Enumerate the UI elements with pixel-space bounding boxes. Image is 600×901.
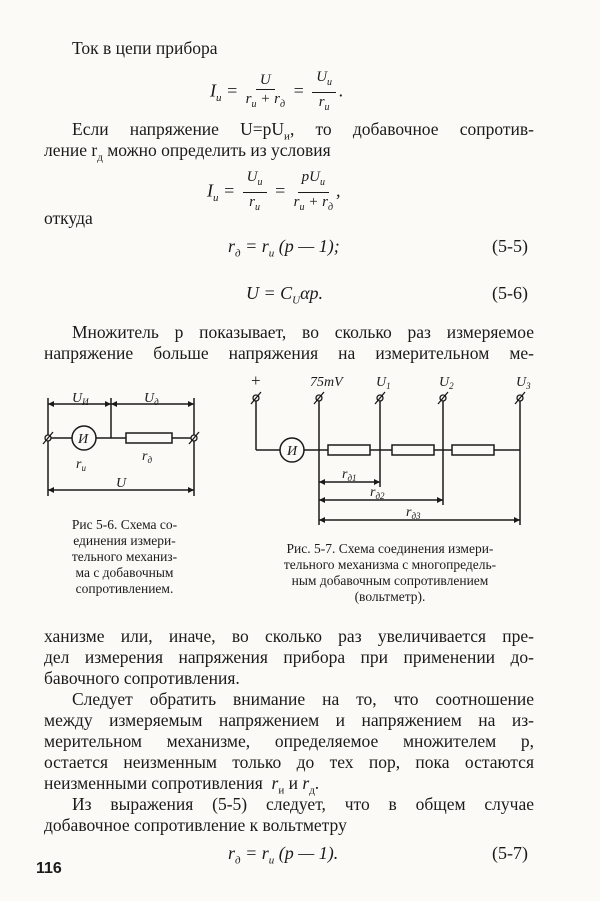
page-number: 116 <box>36 860 62 877</box>
paragraph-if-voltage-line1: Если напряжение $U=pU_и$, то добавочное сопротив- <box>72 119 534 143</box>
fig2-resistor-3 <box>452 445 494 455</box>
figure-5-7-circuit <box>240 370 550 530</box>
fig2-label-r3: $r_{д3}$ <box>406 505 421 521</box>
equation-number-5-7: (5-7) <box>492 843 528 863</box>
paragraph-mechanism-line3: бавочного сопротивления. <box>44 668 240 688</box>
fig1-meter-label: И <box>78 432 89 447</box>
equation-5-6: $U = C_U\alpha p$. <box>246 283 324 307</box>
fig2-resistor-1 <box>328 445 370 455</box>
paragraph-note-line2: между измеряемым напряжением и напряжением на из- <box>44 710 534 730</box>
fig2-label-u3: $U_3$ <box>516 375 531 391</box>
figure-5-6-caption: Рис 5-6. Схема со- единения измери- тельного механиз- ма с добавочным сопротивлением. <box>71 517 178 596</box>
paragraph-multiplier-line1: Множитель p показывает, во сколько раз измеряемое <box>72 322 534 342</box>
paragraph-expression-line1: Из выражения (5-5) следует, что в общем случае <box>72 794 534 814</box>
paragraph-mechanism-line2: дел измерения напряжения прибора при применении до- <box>44 647 534 667</box>
fig2-label-plus: + <box>251 371 261 390</box>
paragraph-if-voltage-line2: ление $r_д$ можно определить из условия <box>44 140 331 164</box>
figure-5-7-caption: Рис. 5-7. Схема соединения измери- тельного механизма с многопредель- ным добавочным сопротивлением (вольтметр). <box>283 541 497 604</box>
fig2-meter-label: И <box>287 444 298 459</box>
equation-5-7: $r_д = r_и$ (p — 1). <box>228 843 339 867</box>
paragraph-note-line5: неизменными сопротивления $r_и$ и $r_д$. <box>44 773 320 797</box>
paragraph-expression-line2: добавочное сопротивление к вольтметру <box>44 815 347 835</box>
fig1-label-r-add: $r_д$ <box>142 449 153 465</box>
word-otkuda: откуда <box>44 208 93 228</box>
fig1-label-r-meter: $r_и$ <box>76 457 86 473</box>
equation-number-5-6: (5-6) <box>492 283 528 303</box>
fig2-resistor-2 <box>392 445 434 455</box>
fig2-label-u2: $U_2$ <box>439 375 454 391</box>
fig1-label-u-add: $U_д$ <box>144 392 159 407</box>
fig2-label-u1: $U_1$ <box>376 375 391 391</box>
fig1-label-u-total: U <box>116 476 127 491</box>
equation-number-5-5: (5-5) <box>492 236 528 256</box>
paragraph-mechanism-line1: ханизме или, иначе, во сколько раз увеличивается пре- <box>44 626 534 646</box>
paragraph-note-line4: остается неизменным только до тех пор, пока остаются <box>44 752 534 772</box>
figure-5-6-circuit <box>38 392 216 504</box>
fig2-label-r2: $r_{д2}$ <box>370 485 385 501</box>
equation-condition: $I_и$ = $\frac{U_и}{r_и}$ = $\frac{pU_и}{r_и + r_д}$ , <box>207 169 341 213</box>
fig1-label-u-meter: $U_И$ <box>72 392 89 407</box>
fig2-label-75mv: 75mV <box>310 375 343 390</box>
equation-5-5: $r_д = r_и$ (p — 1); <box>228 236 340 260</box>
fig2-label-r1: $r_{д1}$ <box>342 467 357 483</box>
paragraph-note-line3: мерительном механизме, определяемое множителем p, <box>44 731 534 751</box>
equation-current: $I_и$ = $\frac{U}{r_и + r_д}$ = $\frac{U_и}{r_и}$ . <box>210 69 344 113</box>
paragraph-multiplier-line2: напряжение больше напряжения на измерительном ме- <box>44 343 534 363</box>
paragraph-current: Ток в цепи прибора <box>72 38 218 58</box>
paragraph-note-line1: Следует обратить внимание на то, что соотношение <box>72 689 534 709</box>
fig1-resistor <box>126 433 172 443</box>
